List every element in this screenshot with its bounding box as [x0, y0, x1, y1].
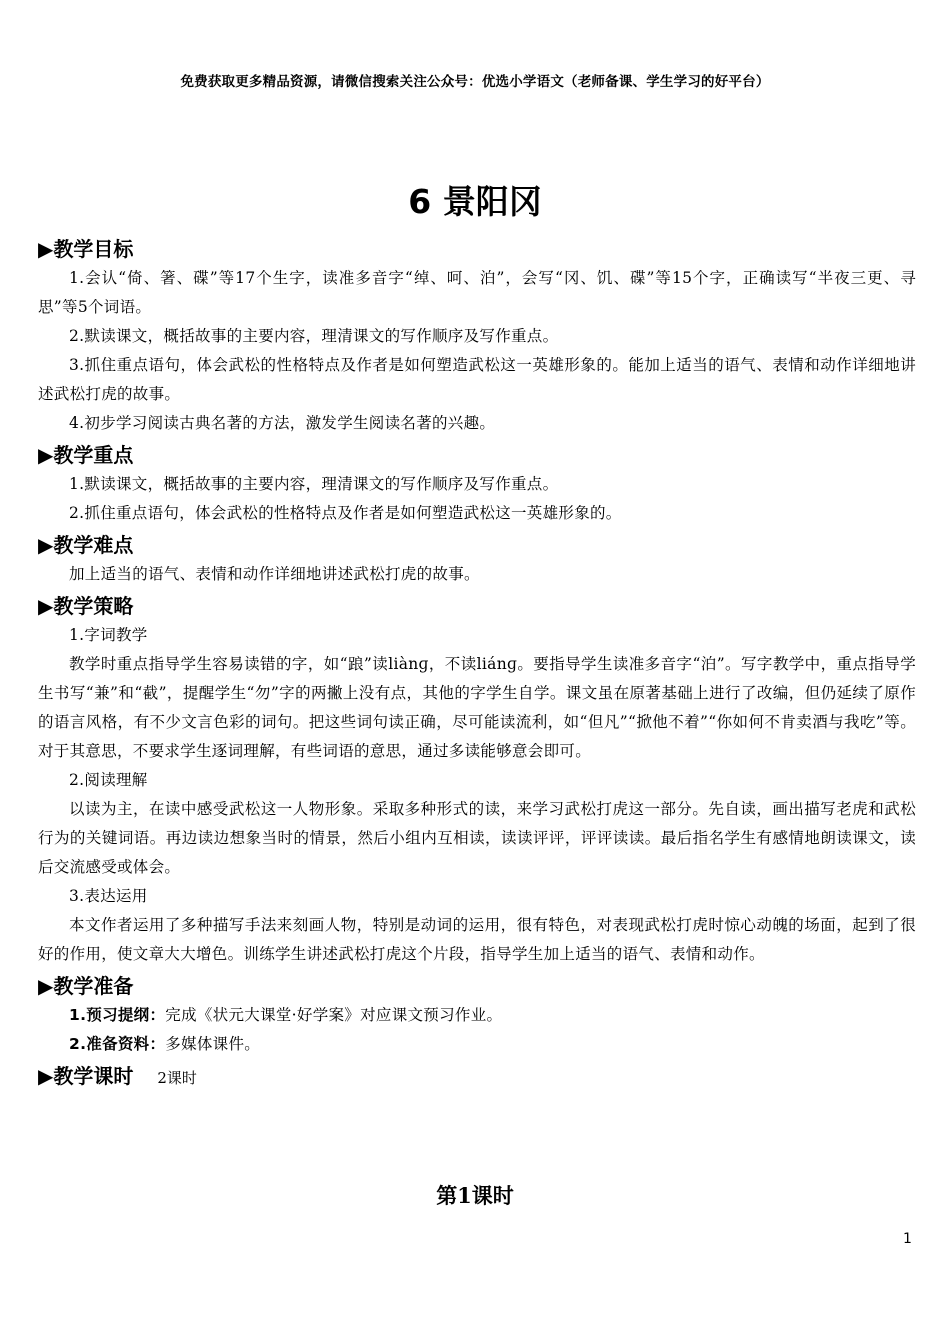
page-number: 1	[903, 1231, 912, 1247]
key-points-heading: ▶教学重点	[38, 443, 134, 467]
strategy-heading: ▶教学策略	[38, 594, 134, 618]
hours-label: ▶教学课时	[38, 1064, 134, 1088]
objective-item: 4.初步学习阅读古典名著的方法，激发学生阅读名著的兴趣。	[69, 414, 496, 432]
strategy-subheading: 3.表达运用	[69, 887, 148, 905]
difficulties-heading: ▶教学难点	[38, 533, 134, 557]
preparation-label: 2.准备资料：	[69, 1035, 166, 1053]
objective-item: 1.会认“倚、箸、碟”等17个生字，读准多音字“绰、呵、泊”，会写“冈、饥、碟”等15个字，正确读写“半夜三更、寻思”等5个词语。	[38, 269, 916, 316]
key-point-item: 2.抓住重点语句，体会武松的性格特点及作者是如何塑造武松这一英雄形象的。	[69, 504, 622, 522]
promo-banner: 免费获取更多精品资源，请微信搜索关注公众号：优选小学语文（老师备课、学生学习的好平台）	[180, 74, 770, 90]
preparation-text: 完成《状元大课堂·好学案》对应课文预习作业。	[165, 1006, 503, 1024]
strategy-paragraph: 本文作者运用了多种描写手法来刻画人物，特别是动词的运用，很有特色，对表现武松打虎时惊心动魄的场面，起到了很好的作用，使文章大大增色。训练学生讲述武松打虎这个片段，指导学生加上适当的语气、表情和动作。	[38, 916, 916, 963]
hours-value: 2课时	[157, 1069, 197, 1087]
key-point-item: 1.默读课文，概括故事的主要内容，理清课文的写作顺序及写作重点。	[69, 475, 559, 493]
objective-item: 2.默读课文，概括故事的主要内容，理清课文的写作顺序及写作重点。	[69, 327, 559, 345]
preparation-heading: ▶教学准备	[38, 974, 134, 998]
strategy-paragraph: 教学时重点指导学生容易读错的字，如“踉”读liànɡ，不读liánɡ。要指导学生读准多音字“泊”。写字教学中，重点指导学生书写“兼”和“截”，提醒学生“勿”字的两撇上没有点，其他的字学生自学。课文虽在原著基础上进行了改编，但仍延续了原作的语言风格，有不少文言色彩的词句。把这些词句读正确，尽可能读流利，如“但凡”“掀他不着”“你如何不肯卖酒与我吃”等。对于其意思，不要求学生逐词理解，有些词语的意思，通过多读能够意会即可。	[38, 655, 916, 760]
strategy-subheading: 2.阅读理解	[69, 771, 148, 789]
preparation-item	[38, 1030, 916, 1059]
preparation-label: 1.预习提纲：	[69, 1006, 166, 1024]
objective-item: 3.抓住重点语句，体会武松的性格特点及作者是如何塑造武松这一英雄形象的。能加上适当的语气、表情和动作详细地讲述武松打虎的故事。	[38, 356, 916, 403]
strategy-paragraph: 以读为主，在读中感受武松这一人物形象。采取多种形式的读，来学习武松打虎这一部分。先自读，画出描写老虎和武松行为的关键词语。再边读边想象当时的情景，然后小组内互相读，读读评评，评评读读。最后指名学生有感情地朗读课文，读后交流感受或体会。	[38, 800, 916, 876]
lesson-plan-body	[38, 232, 916, 1091]
session-title: 第1课时	[436, 1183, 514, 1208]
preparation-item	[38, 1001, 916, 1030]
objectives-heading: ▶教学目标	[38, 237, 134, 261]
hours-heading	[38, 1061, 916, 1091]
page-title: 6 景阳冈	[408, 182, 542, 221]
preparation-text: 多媒体课件。	[165, 1035, 261, 1053]
difficulty-item: 加上适当的语气、表情和动作详细地讲述武松打虎的故事。	[69, 565, 480, 583]
strategy-subheading: 1.字词教学	[69, 626, 148, 644]
